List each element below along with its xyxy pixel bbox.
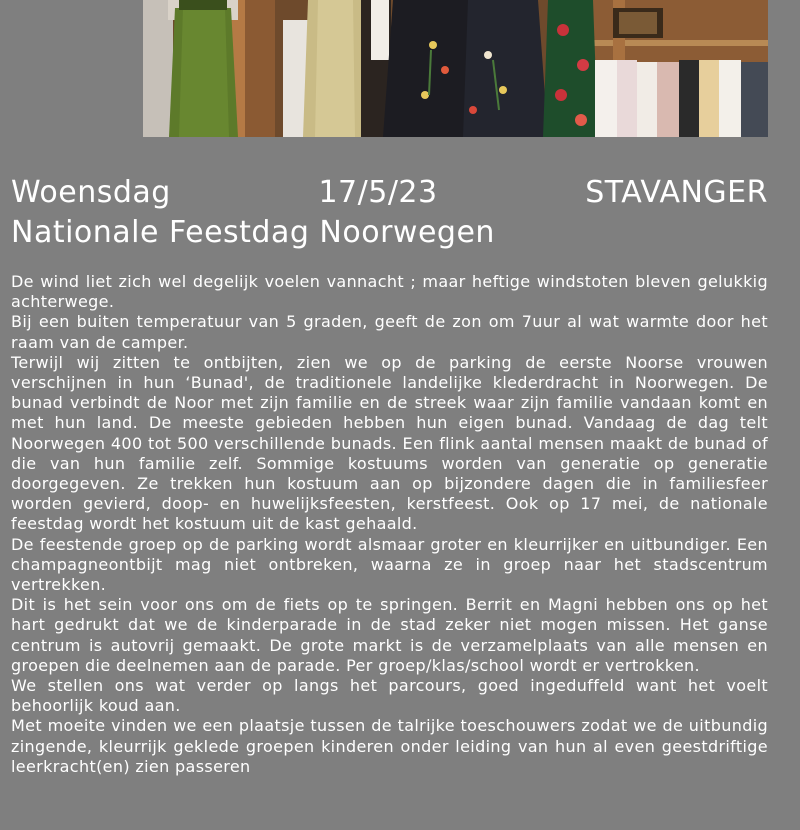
paragraph: Dit is het sein voor ons om de fiets op te springen. Berrit en Magni hebben ons op het hart gedrukt dat we de kinderparade in de stad zeker niet mogen missen. Het ganse centrum is autovrij gemaakt. De grote markt is de verzamelplaats van alle mensen en groepen die deelnemen aan de parade. Per groep/klas/school wordt er vertrokken. xyxy=(11,595,768,675)
day-label: Woensdag xyxy=(11,175,171,210)
date-label: 17/5/23 xyxy=(318,175,438,210)
entry-subtitle: Nationale Feestdag Noorwegen xyxy=(11,215,495,250)
date-line xyxy=(11,173,768,213)
paragraph: Bij een buiten temperatuur van 5 graden, geeft de zon om 7uur al wat warmte door het raam van de camper. xyxy=(11,312,768,352)
paragraph: Terwijl wij zitten te ontbijten, zien we op de parking de eerste Noorse vrouwen verschijnen in hun ‘Bunad', de traditionele landelijke klederdracht in Noorwegen. De bunad verbindt de Noor met zijn familie en de streek waar zijn familie vandaan komt en met hun land. De meeste gebieden hebben hun eigen bunad. Vandaag de dag telt Noorwegen 400 tot 500 verschillende bunads. Een flink aantal mensen maakt de bunad of die van hun familie zelf. Sommige kostuums worden van generatie op generatie doorgegeven. Ze trekken hun kostuum aan op bijzondere dagen die in familiesfeer worden gevierd, doop- en huwelijksfeesten, kerstfeest. Ook op 17 mei, de nationale feestdag wordt het kostuum uit de kast gehaald. xyxy=(11,352,768,534)
header-photo xyxy=(143,0,768,137)
paragraph: We stellen ons wat verder op langs het parcours, goed ingeduffeld want het voelt behoorlijk koud aan. xyxy=(11,676,768,716)
paragraph: Met moeite vinden we een plaatsje tussen de talrijke toeschouwers zodat we de uitbundig zingende, kleurrijk geklede groepen kinderen onder leiding van hun al even geestdriftige leerkracht(en) zien passeren xyxy=(11,716,768,776)
paragraph: De feestende groep op de parking wordt alsmaar groter en kleurrijker en uitbundiger. Een champagneontbijt mag niet ontbreken, waarna ze in groep naar het stadscentrum vertrekken. xyxy=(11,534,768,595)
entry-body xyxy=(11,272,768,777)
entry-heading xyxy=(11,173,768,252)
place-label: STAVANGER xyxy=(585,175,768,210)
paragraph: De wind liet zich wel degelijk voelen vannacht ; maar heftige windstoten bleven gelukkig achterwege. xyxy=(11,272,768,312)
